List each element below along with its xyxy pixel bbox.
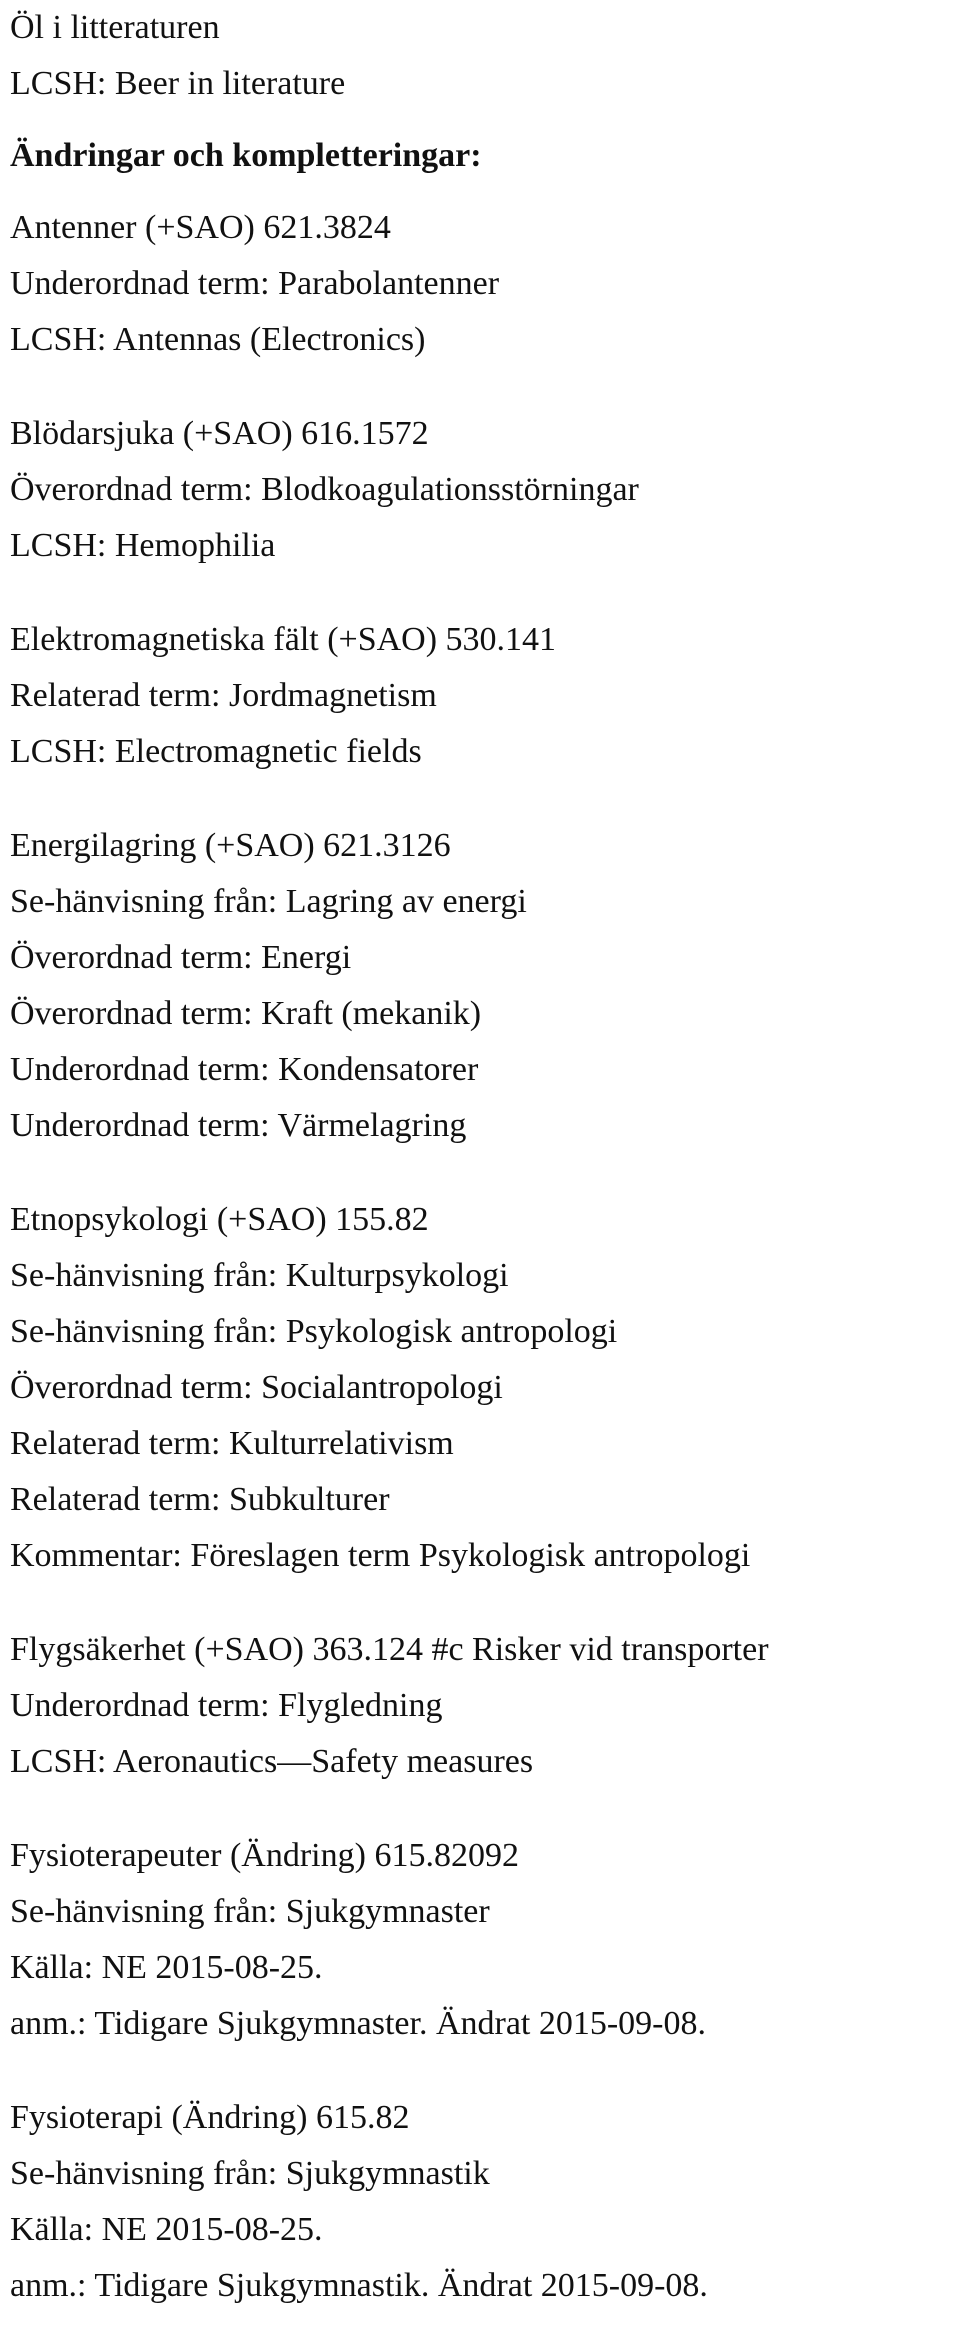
entry-line: Relaterad term: Kulturrelativism bbox=[10, 1425, 454, 1462]
entry-line: LCSH: Hemophilia bbox=[10, 527, 276, 564]
entry-blodarsjuka bbox=[10, 406, 960, 574]
intro-block bbox=[10, 0, 960, 112]
entry-line: Flygsäkerhet (+SAO) 363.124 #c Risker vid transporter bbox=[10, 1631, 769, 1668]
entry-line: Fysioterapeuter (Ändring) 615.82092 bbox=[10, 1837, 519, 1874]
entry-line: Se-hänvisning från: Kulturpsykologi bbox=[10, 1257, 509, 1294]
section-heading: Ändringar och kompletteringar: bbox=[10, 137, 482, 174]
entry-energilagring bbox=[10, 818, 960, 1154]
entry-line: Se-hänvisning från: Sjukgymnaster bbox=[10, 1893, 490, 1930]
entry-line: Överordnad term: Blodkoagulationsstörningar bbox=[10, 471, 639, 508]
entry-fysioterapi bbox=[10, 2090, 960, 2314]
entry-line: Överordnad term: Energi bbox=[10, 939, 352, 976]
entry-line: Se-hänvisning från: Psykologisk antropologi bbox=[10, 1313, 618, 1350]
entry-line: Etnopsykologi (+SAO) 155.82 bbox=[10, 1201, 429, 1238]
entry-line: Underordnad term: Kondensatorer bbox=[10, 1051, 479, 1088]
entry-line: Underordnad term: Flygledning bbox=[10, 1687, 443, 1724]
entry-line: Underordnad term: Parabolantenner bbox=[10, 265, 500, 302]
entry-line: Fysioterapi (Ändring) 615.82 bbox=[10, 2099, 410, 2136]
entry-fysioterapeuter bbox=[10, 1828, 960, 2052]
entry-line: anm.: Tidigare Sjukgymnaster. Ändrat 2015-09-08. bbox=[10, 2005, 707, 2042]
entry-etnopsykologi bbox=[10, 1192, 960, 1584]
entry-flygsakerhet bbox=[10, 1622, 960, 1790]
entry-line: Källa: NE 2015-08-25. bbox=[10, 2211, 323, 2248]
entry-line: Se-hänvisning från: Sjukgymnastik bbox=[10, 2155, 490, 2192]
entry-elektromagnetiska-falt bbox=[10, 612, 960, 780]
entry-line: LCSH: Antennas (Electronics) bbox=[10, 321, 426, 358]
entry-line: LCSH: Aeronautics—Safety measures bbox=[10, 1743, 534, 1780]
entry-line: Blödarsjuka (+SAO) 616.1572 bbox=[10, 415, 429, 452]
entry-line: Se-hänvisning från: Lagring av energi bbox=[10, 883, 527, 920]
intro-lcsh-line: LCSH: Beer in literature bbox=[10, 65, 346, 102]
entry-line: Relaterad term: Jordmagnetism bbox=[10, 677, 437, 714]
entry-line: Överordnad term: Kraft (mekanik) bbox=[10, 995, 482, 1032]
intro-term-line: Öl i litteraturen bbox=[10, 9, 220, 46]
entry-line: Elektromagnetiska fält (+SAO) 530.141 bbox=[10, 621, 557, 658]
entry-line: Källa: NE 2015-08-25. bbox=[10, 1949, 323, 1986]
entry-antenner bbox=[10, 200, 960, 368]
entry-line: Överordnad term: Socialantropologi bbox=[10, 1369, 503, 1406]
entry-line: Relaterad term: Subkulturer bbox=[10, 1481, 390, 1518]
entry-line: Kommentar: Föreslagen term Psykologisk antropologi bbox=[10, 1537, 751, 1574]
entry-line: Antenner (+SAO) 621.3824 bbox=[10, 209, 391, 246]
entry-line: Underordnad term: Värmelagring bbox=[10, 1107, 467, 1144]
entry-line: LCSH: Electromagnetic fields bbox=[10, 733, 422, 770]
entry-line: anm.: Tidigare Sjukgymnastik. Ändrat 2015-09-08. bbox=[10, 2267, 708, 2304]
entry-line: Energilagring (+SAO) 621.3126 bbox=[10, 827, 451, 864]
